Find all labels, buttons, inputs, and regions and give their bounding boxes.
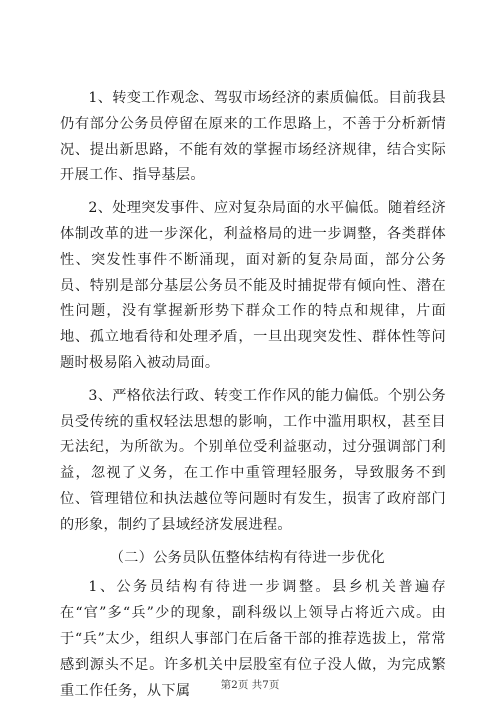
paragraph-3: 3、严格依法行政、转变工作作风的能力偏低。个别公务员受传统的重权轻法思想的影响，工作中滥用职权，甚至目无法纪，为所欲为。个别单位受利益驱动，过分强调部门利益，忽视了义务，在工作中重管理轻服务，导致服务不到位、管理错位和执法越位等问题时有发生，损害了政府部门的形象，制约了县域经济发展进程。: [60, 387, 446, 533]
paragraph-1: 1、转变工作观念、驾驭市场经济的素质偏低。目前我县仍有部分公务员停留在原来的工作思路上，不善于分析新情况、提出新思路，不能有效的掌握市场经济规律，结合实际开展工作、指导基层。: [60, 90, 446, 184]
paragraph-2: 2、处理突发事件、应对复杂局面的水平偏低。随着经济体制改革的进一步深化，利益格局的进一步调整，各类群体性、突发性事件不断涌现，面对新的复杂局面，部分公务员、特别是部分基层公务员不能及时捕捉带有倾向性、潜在性问题，没有掌握新形势下群众工作的特点和规律，片面地、孤立地看待和处理矛盾，一旦出现突发性、群体性等问题时极易陷入被动局面。: [60, 200, 446, 371]
page-footer: 第2页 共7页: [220, 679, 280, 691]
document-body: [60, 86, 446, 711]
section-heading: （二）公务员队伍整体结构有待进一步优化: [109, 549, 385, 566]
paragraph-4: 1、公务员结构有待进一步调整。县乡机关普遍存在“官”多“兵”少的现象，副科级以上领导占将近六成。由于“兵”太少，组织人事部门在后备干部的推荐选拔上，常常感到源头不足。许多机关中层股室有位子没人做，为完成繁重工作任务，从下属: [60, 579, 446, 699]
